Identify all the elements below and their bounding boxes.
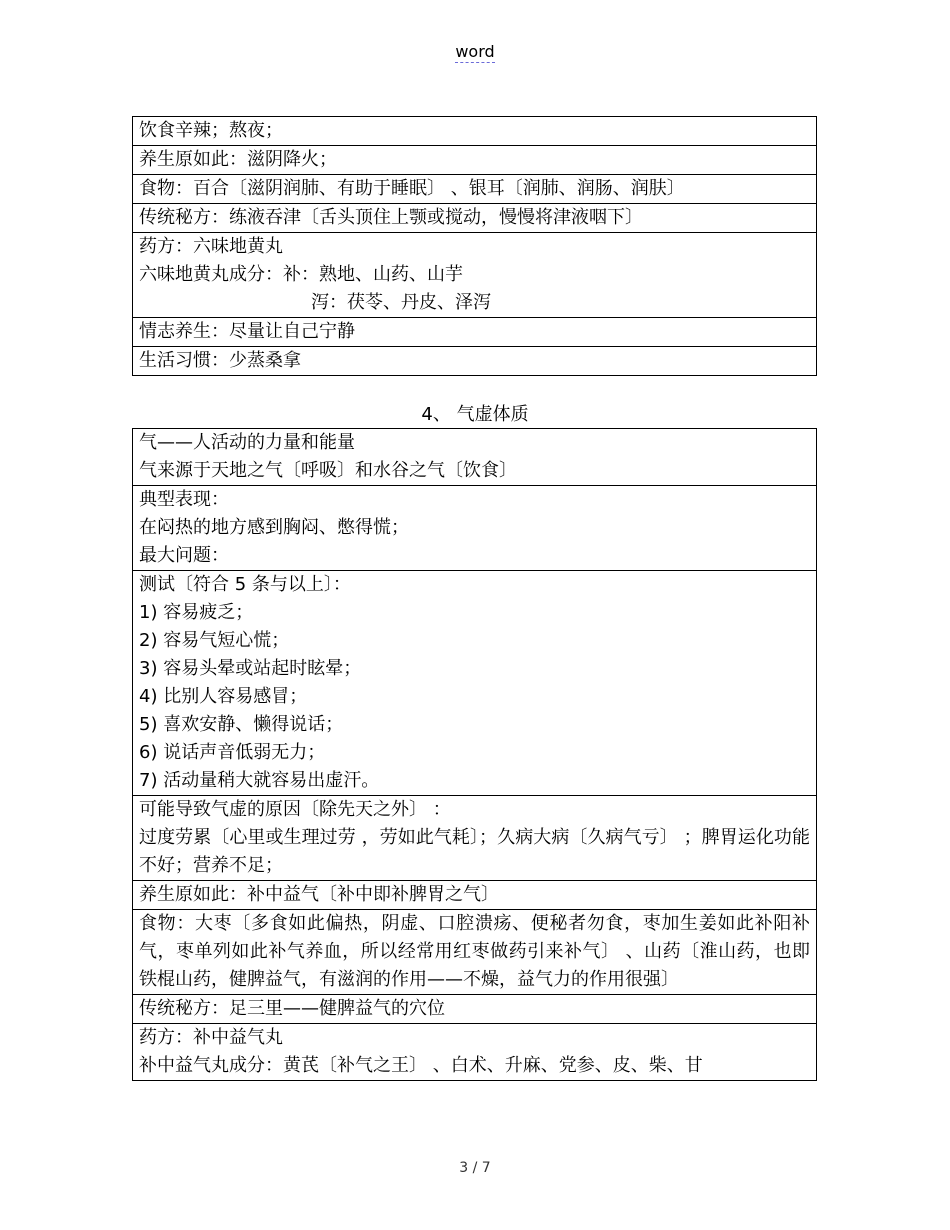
table-row [133, 881, 817, 910]
list-item: 7) 活动量稍大就容易出虚汗。 [139, 770, 380, 791]
qi-deficiency-table [132, 428, 817, 1081]
list-item: 2) 容易气短心慌； [139, 630, 290, 651]
table-cell: 情志养生：尽量让自己宁静 [133, 318, 817, 347]
table-cell: 药方：补中益气丸 补中益气丸成分：黄芪〔补气之王〕 、白术、升麻、党参、皮、柴、甘 [133, 1024, 817, 1081]
header-text: word [455, 42, 495, 61]
table-row [133, 486, 817, 571]
table-cell: 传统秘方：足三里——健脾益气的穴位 [133, 995, 817, 1024]
table-row [133, 175, 817, 204]
list-item: 1) 容易疲乏； [139, 602, 254, 623]
yin-deficiency-table [132, 116, 817, 376]
table-cell: 养生原如此：滋阴降火； [133, 146, 817, 175]
table-row [133, 995, 817, 1024]
table-row [133, 233, 817, 318]
table-row [133, 429, 817, 486]
table-row [133, 347, 817, 376]
table-cell: 可能导致气虚的原因〔除先天之外〕 ： 过度劳累〔心里或生理过劳 ，劳如此气耗〕；久病大病〔久病气亏〕 ；脾胃运化功能不好；营养不足； [133, 796, 817, 881]
table-row [133, 571, 817, 796]
table-cell: 食物：大枣〔多食如此偏热，阴虚、口腔溃疡、便秘者勿食，枣加生姜如此补阳补气，枣单列如此补气养血，所以经常用红枣做药引来补气〕 、山药〔淮山药，也即铁棍山药，健脾益气，有滋润的作用——不燥，益气力的作用很强〕 [133, 910, 817, 995]
table-cell: 食物：百合〔滋阴润肺、有助于睡眠〕 、银耳〔润肺、润肠、润肤〕 [133, 175, 817, 204]
table-row [133, 204, 817, 233]
list-item: 6) 说话声音低弱无力； [139, 742, 326, 763]
list-item: 4) 比别人容易感冒； [139, 686, 308, 707]
table-row [133, 796, 817, 881]
page-number: 3 / 7 [459, 1160, 491, 1176]
table-cell: 饮食辛辣；熬夜； [133, 117, 817, 146]
table-row [133, 146, 817, 175]
table-row [133, 117, 817, 146]
table-row [133, 1024, 817, 1081]
table-cell: 传统秘方：练液吞津〔舌头顶住上颚或搅动，慢慢将津液咽下〕 [133, 204, 817, 233]
table-cell: 药方：六味地黄丸 六味地黄丸成分：补：熟地、山药、山芋 泻：茯苓、丹皮、泽泻 [133, 233, 817, 318]
table-cell: 养生原如此：补中益气〔补中即补脾胃之气〕 [133, 881, 817, 910]
list-item: 3) 容易头晕或站起时眩晕； [139, 658, 362, 679]
list-item: 5) 喜欢安静、懒得说话； [139, 714, 344, 735]
section-title: 4、 气虚体质 [421, 404, 529, 425]
page-header [0, 42, 950, 61]
table-cell: 典型表现： 在闷热的地方感到胸闷、憋得慌； 最大问题： [133, 486, 817, 571]
table-row [133, 910, 817, 995]
table-row [133, 318, 817, 347]
table-cell: 气——人活动的力量和能量 气来源于天地之气〔呼吸〕和水谷之气〔饮食〕 [133, 429, 817, 486]
table-cell: 生活习惯：少蒸桑拿 [133, 347, 817, 376]
table-cell: 测试〔符合 5 条与以上〕： 1) 容易疲乏； 2) 容易气短心慌； 3) 容易头晕或站起时眩晕； 4) 比别人容易感冒； 5) 喜欢安静、懒得说话； 6) 说话声音低弱无力； 7) 活动量稍大就容易出虚汗。 [133, 571, 817, 796]
